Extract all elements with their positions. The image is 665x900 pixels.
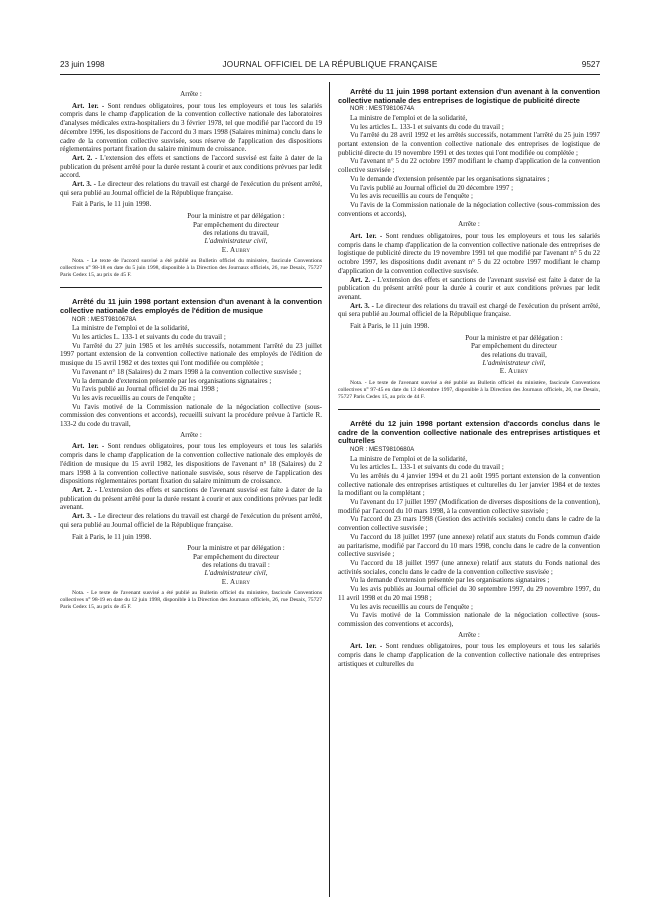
signature-date: Fait à Paris, le 11 juin 1998. — [350, 322, 430, 331]
article-label: Art. 1er. - — [350, 232, 383, 241]
article-text: L'extension des effets et sanctions de l'avenant susvisé est faite à dater de la publication du présent arrêté pour la durée à courir et aux conditions prévues par ledit avenant. — [338, 275, 600, 301]
signature-date: Fait à Paris, le 11 juin 1998. — [72, 532, 152, 541]
article-text: Sont rendues obligatoires, pour tous les employeurs et tous les salariés compris dans le champ d'application de la convention collective nationale des laboratoires d'analyses médicales extra-hospitaliers du 3 février 1978, tel que modifié par l'accord du 19 décembre 1996, les dispositions de l'accord du 3 mars 1998 (Salaires minima) conclu dans le cadre de la convention collective susvisée, sous réserve de l'application des dispositions réglementaires portant fixation du salaire minimum de croissance. — [60, 101, 322, 154]
visa: Vu les avis publiés au Journal officiel du 30 septembre 1997, du 29 novembre 1997, du 11 avril 1998 et du 20 mai 1998 ; — [338, 585, 600, 602]
nota: Nota. - Le texte de l'accord susvisé a été publié au Bulletin officiel du ministère, fascicule Conventions collectives n° 98-18 en date du 5 juin 1998, disponible à la Direction des Journaux officiels, 26, rue Desaix, 75727 Paris Cedex 15, au prix de 45 F. — [60, 258, 322, 279]
signature-line: des relations du travail, — [481, 350, 547, 359]
signature-line: Par empêchement du directeur — [193, 220, 279, 229]
nota: Nota. - Le texte de l'avenant susvisé a été publié au Bulletin officiel du ministère, fascicule Conventions collectives n° 98-19 en date du 12 juin 1998, disponible à la Direction des Journaux officiels, 26, rue Desaix, 75727 Paris Cedex 15, au prix de 45 F. — [60, 590, 322, 611]
visa: Vu les articles L. 133-1 et suivants du code du travail ; — [350, 463, 504, 472]
article-label: Art. 1er. - — [72, 101, 105, 110]
signature-line: Par empêchement du directeur — [193, 552, 279, 561]
visa: La ministre de l'emploi et de la solidarité, — [350, 454, 468, 463]
visa: Vu les avis recueillis au cours de l'enquête ; — [350, 602, 473, 611]
article-3 — [60, 512, 322, 529]
decree-title: Arrêté du 11 juin 1998 portant extension d'un avenant à la convention collective nationale des entreprises de logistique de publicité directe — [338, 87, 600, 105]
arrete-heading: Arrête : — [180, 90, 202, 98]
article-label: Art. 3. - — [72, 512, 96, 521]
signature-line: des relations du travail, — [203, 228, 269, 237]
article-text: L'extension des effets et sanctions de l'avenant susvisé est faite à dater de la publication du présent arrêté pour la durée restant à courir et aux conditions prévues par ledit avenant. — [60, 486, 323, 512]
article-text: Le directeur des relations du travail est chargé de l'exécution du présent arrêté, qui sera publié au Journal officiel de la République française. — [60, 512, 322, 529]
article-3 — [60, 180, 322, 197]
visa: Vu les avis recueillis au cours de l'enquête ; — [72, 393, 195, 402]
signature-line: L'administrateur civil, — [204, 569, 268, 578]
signatory-name: E. Aubry — [221, 577, 251, 586]
visa: Vu l'avis publié au Journal officiel du 26 mai 1998 ; — [72, 385, 219, 394]
header-date: 23 juin 1998 — [60, 60, 105, 69]
visa: Vu l'avis motivé de la Commission nationale de la négociation collective (sous-commission des conventions et accords), — [338, 611, 600, 628]
section-separator — [338, 409, 600, 410]
article-label: Art. 1er. - — [72, 442, 105, 451]
article-label: Art. 3. - — [72, 180, 96, 189]
visa: Vu les arrêtés du 4 janvier 1994 et du 21 août 1995 portant extension de la convention collective nationale des entreprises artistiques et culturelles du 1er janvier 1984 et de textes la modifiant ou la complétant ; — [338, 471, 600, 498]
visa: La ministre de l'emploi et de la solidarité, — [72, 324, 190, 333]
article-label: Art. 2. - — [72, 486, 97, 494]
visa: Vu l'avenant n° 18 (Salaires) du 2 mars 1998 à la convention collective susvisée ; — [72, 367, 302, 376]
page-header — [60, 60, 600, 74]
article-text: Sont rendues obligatoires, pour tous les employeurs et tous les salariés compris dans le champ d'application de la convention collective nationale des employés de l'édition de musique du 15 avril 1982, les dispositions de l'avenant n° 18 (Salaires) du 2 mars 1998 à la convention collective nationale susvisée, sous réserve de l'application des dispositions réglementaires portant fixation du salaire minimum de croissance. — [60, 442, 322, 486]
signature-block — [150, 544, 322, 586]
signature-date: Fait à Paris, le 11 juin 1998. — [72, 200, 152, 209]
visa: Vu l'arrêté du 28 avril 1992 et les arrêtés successifs, notamment l'arrêté du 25 juin 1997 portant extension de la convention collective nationale des entreprises de logistique de publicité directe du 19 novembre 1991 et des textes qui l'ont modifiée ou complétée ; — [338, 131, 600, 157]
signatory-name: E. Aubry — [221, 245, 251, 254]
signature-block — [150, 212, 322, 254]
article-text: Sont rendues obligatoires, pour tous les employeurs et tous les salariés compris dans le champ d'application de la convention collective nationale des entreprises de logistique de publicité directe du 19 novembre 1991 tel que modifié par l'avenant n° 5 du 22 octobre 1997, les dispositions dudit avenant n° 5 du 22 octobre 1997 modifiant le champ d'application de la convention collective susvisée. — [338, 232, 600, 275]
article-text: Le directeur des relations du travail est chargé de l'exécution du présent arrêté, qui sera publié au Journal officiel de la République française. — [60, 180, 322, 197]
signature-block — [428, 334, 600, 376]
column-divider — [329, 82, 330, 897]
nota: Nota. - Le texte de l'avenant susvisé a été publié au Bulletin officiel du ministère, fascicule Conventions collectives n° 97-45 en date du 13 décembre 1997, disponible à la Direction des Journaux officiels, 26, rue Desaix, 75727 Paris Cedex 15, au prix de 44 F. — [338, 379, 600, 400]
arrete-heading: Arrête : — [180, 430, 202, 439]
signature-line: Par empêchement du directeur — [471, 342, 557, 351]
signature-line: L'administrateur civil, — [482, 358, 546, 367]
nor-reference: NOR : MESТ9810678A — [72, 315, 137, 323]
article-text: Sont rendues obligatoires, pour tous les employeurs et tous les salariés compris dans le champ d'application de la convention collective nationale des entreprises artistiques et culturelles du — [338, 642, 600, 668]
visa: Vu l'avenant du 17 juillet 1997 (Modification de diverses dispositions de la convention), modifié par l'accord du 10 mars 1998, à la convention collective susvisée ; — [338, 498, 600, 515]
article-label: Art. 2. - — [350, 275, 375, 284]
visa: La ministre de l'emploi et de la solidarité, — [350, 113, 468, 122]
article-2 — [60, 486, 322, 512]
decree-title: Arrêté du 11 juin 1998 portant extension d'un avenant à la convention collective nationale des employés de l'édition de musique — [60, 297, 322, 316]
journal-title: JOURNAL OFFICIEL DE LA RÉPUBLIQUE FRANÇAISE — [222, 60, 438, 69]
article-label: Art. 2. - — [72, 153, 98, 162]
visa: Vu la demande d'extension présentée par les organisations signataires ; — [72, 376, 272, 385]
signature-line: Pour la ministre et par délégation : — [187, 212, 285, 221]
article-text: Le directeur des relations du travail est chargé de l'exécution du présent arrêté, qui sera publié au Journal officiel de la République française. — [338, 301, 600, 319]
signature-line: des relations du travail : — [202, 561, 270, 570]
article-label: Art. 3. - — [350, 301, 374, 310]
visa: Vu les avis recueillis au cours de l'enquête ; — [350, 192, 473, 201]
visa: Vu le demande d'extension présentée par les organisations signataires ; — [350, 174, 550, 183]
visa: Vu l'accord du 18 juillet 1997 (une annexe) relatif aux statuts du Fonds national des activités sociales, conclu dans le cadre de la convention collective susvisée ; — [338, 559, 600, 576]
decree-title: Arrêté du 12 juin 1998 portant extension d'accords conclus dans le cadre de la convention collective nationale des entreprises artistiques et culturelles — [338, 419, 600, 446]
visa: Vu l'accord du 18 juillet 1997 (une annexe) relatif aux statuts du Fonds commun d'aide au paritarisme, modifié par l'accord du 10 mars 1998, conclu dans le cadre de la convention collective susvisée ; — [338, 532, 600, 559]
page-number: 9527 — [581, 60, 600, 69]
nor-reference: NOR : MEST9810680A — [350, 445, 415, 453]
article-1 — [338, 232, 600, 276]
signature-line: L'administrateur civil, — [204, 237, 268, 246]
header-rule — [60, 74, 600, 75]
article-1 — [338, 642, 600, 668]
section-separator — [60, 287, 322, 288]
article-2 — [338, 276, 600, 302]
visa: Vu l'arrêté du 27 juin 1985 et les arrêtés successifs, notamment l'arrêté du 23 juillet 1997 portant extension de la convention collective nationale des employés de l'édition de musique du 15 avril 1982 et des textes qui l'ont modifiée ou complétée ; — [60, 341, 322, 368]
article-3 — [338, 302, 600, 319]
nor-reference: NOR : MEST9810674A — [350, 105, 415, 113]
article-label: Art. 1er. - — [350, 642, 383, 651]
arrete-heading: Arrête : — [458, 630, 480, 639]
visa: Vu l'accord du 23 mars 1998 (Gestion des activités sociales) conclu dans le cadre de la convention collective susvisée ; — [338, 515, 600, 533]
article-2 — [60, 154, 322, 180]
visa: Vu l'avis de la Commission nationale de la négociation collective (sous-commission des conventions et accords), — [338, 200, 600, 218]
article-1 — [60, 102, 322, 154]
visa: Vu les articles L. 133-1 et suivants du code du travail ; — [72, 333, 226, 342]
left-column — [60, 88, 322, 612]
visa: Vu l'avenant n° 5 du 22 octobre 1997 modifiant le champ d'application de la convention collective susvisée ; — [338, 157, 600, 175]
signature-line: Pour la ministre et par délégation : — [465, 333, 563, 342]
right-column — [338, 88, 600, 668]
visa: Vu l'avis motivé de la Commission nationale de la négociation collective (sous-commission des conventions et accords), recueilli suivant la procédure prévue à l'article R. 133-2 du code du travail, — [60, 402, 322, 429]
visa: Vu la demande d'extension présentée par les organisations signataires ; — [350, 576, 550, 585]
article-text: L'extension des effets et sanctions de l'accord susvisé est faite à dater de la publication du présent arrêté pour la durée restant à courir et aux conditions prévues par ledit accord. — [60, 153, 323, 180]
article-1 — [60, 442, 322, 486]
signature-line: Pour la ministre et par délégation : — [187, 544, 285, 553]
arrete-heading: Arrête : — [458, 220, 480, 229]
visa: Vu l'avis publié au Journal officiel du 20 décembre 1997 ; — [350, 183, 514, 192]
visa: Vu les articles L. 133-1 et suivants du code du travail ; — [350, 122, 504, 131]
signatory-name: E. Aubry — [499, 367, 529, 376]
